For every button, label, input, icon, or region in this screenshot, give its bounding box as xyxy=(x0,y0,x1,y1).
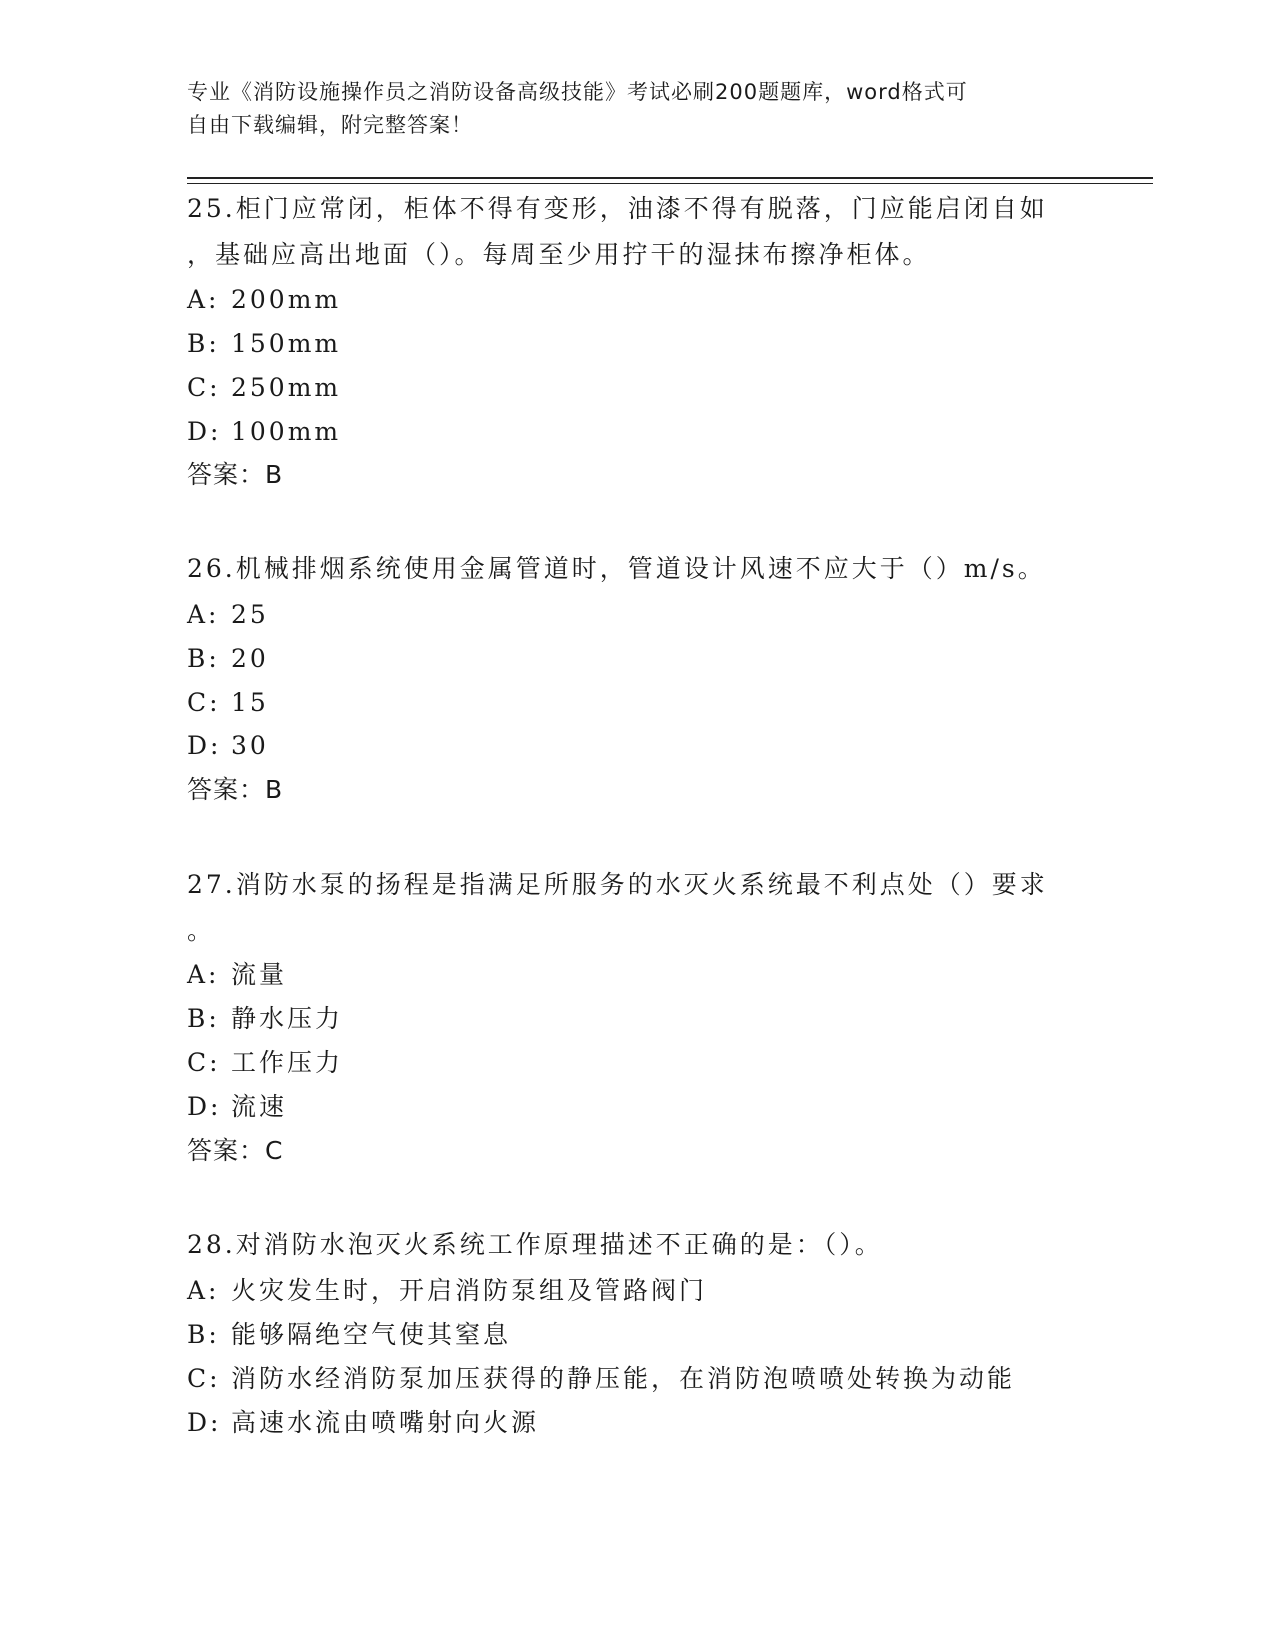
document-header xyxy=(187,76,1067,142)
option-label: A: xyxy=(187,960,220,989)
header-divider-thick xyxy=(187,177,1153,179)
option-label: C: xyxy=(187,688,221,717)
option-label: C: xyxy=(187,1048,221,1077)
option-text: 250mm xyxy=(231,373,342,402)
question-25-answer: 答案：B xyxy=(187,460,284,489)
header-line-1: 专业《消防设施操作员之消防设备高级技能》考试必刷200题题库，word格式可 xyxy=(187,80,968,104)
option-text: 15 xyxy=(231,688,269,717)
question-26-option-d xyxy=(187,731,269,761)
question-27-answer: 答案：C xyxy=(187,1136,284,1165)
question-27-line-2: 。 xyxy=(187,916,216,945)
question-25-line-1: 25.柜门应常闭，柜体不得有变形，油漆不得有脱落，门应能启闭自如 xyxy=(187,194,1048,223)
question-26-option-b xyxy=(187,644,269,674)
question-25-option-a xyxy=(187,285,341,315)
option-label: D: xyxy=(187,1408,222,1437)
option-text: 30 xyxy=(231,731,269,760)
question-27-line-1: 27.消防水泵的扬程是指满足所服务的水灭火系统最不利点处（）要求 xyxy=(187,870,1048,899)
question-26-option-a xyxy=(187,600,269,630)
option-label: C: xyxy=(187,373,221,402)
option-label: B: xyxy=(187,644,220,673)
option-label: A: xyxy=(187,600,220,629)
question-28-line-1: 28.对消防水泡灭火系统工作原理描述不正确的是：（）。 xyxy=(187,1230,883,1259)
question-27-option-b xyxy=(187,1004,343,1034)
question-27-option-c xyxy=(187,1048,343,1078)
question-25-option-c xyxy=(187,373,341,403)
question-28-option-a xyxy=(187,1276,707,1306)
option-label: D: xyxy=(187,1092,222,1121)
question-28-option-b xyxy=(187,1320,511,1350)
option-label: B: xyxy=(187,1004,220,1033)
option-text: 高速水流由喷嘴射向火源 xyxy=(231,1408,540,1437)
option-text: 消防水经消防泵加压获得的静压能，在消防泡喷喷处转换为动能 xyxy=(231,1364,1016,1393)
question-25-option-b xyxy=(187,329,341,359)
option-label: C: xyxy=(187,1364,221,1393)
option-label: D: xyxy=(187,731,222,760)
question-26-answer: 答案：B xyxy=(187,775,284,804)
question-25-option-d xyxy=(187,417,341,447)
option-label: A: xyxy=(187,1276,220,1305)
option-text: 流量 xyxy=(231,960,288,989)
option-text: 能够隔绝空气使其窒息 xyxy=(231,1320,512,1349)
question-26-line-1: 26.机械排烟系统使用金属管道时，管道设计风速不应大于（）m/s。 xyxy=(187,554,1046,583)
header-line-2: 自由下载编辑，附完整答案！ xyxy=(187,113,473,137)
option-text: 150mm xyxy=(231,329,342,358)
option-label: B: xyxy=(187,1320,220,1349)
option-label: A: xyxy=(187,285,220,314)
question-25-line-2: ，基础应高出地面（）。每周至少用拧干的湿抹布擦净柜体。 xyxy=(187,240,931,269)
option-text: 25 xyxy=(231,600,269,629)
question-28-text xyxy=(187,1222,1087,1268)
question-25-text xyxy=(187,186,1087,278)
question-26-option-c xyxy=(187,688,269,718)
option-text: 200mm xyxy=(231,285,342,314)
option-text: 流速 xyxy=(231,1092,288,1121)
option-text: 100mm xyxy=(231,417,342,446)
question-28-option-d xyxy=(187,1408,539,1438)
question-27-text xyxy=(187,862,1087,954)
question-28-option-c xyxy=(187,1364,1015,1394)
header-divider-thin xyxy=(187,183,1153,184)
question-27-option-a xyxy=(187,960,287,990)
option-text: 火灾发生时，开启消防泵组及管路阀门 xyxy=(231,1276,708,1305)
option-text: 静水压力 xyxy=(231,1004,344,1033)
option-text: 工作压力 xyxy=(231,1048,344,1077)
option-label: D: xyxy=(187,417,222,446)
question-26-text xyxy=(187,546,1087,592)
option-text: 20 xyxy=(231,644,269,673)
option-label: B: xyxy=(187,329,220,358)
question-27-option-d xyxy=(187,1092,287,1122)
